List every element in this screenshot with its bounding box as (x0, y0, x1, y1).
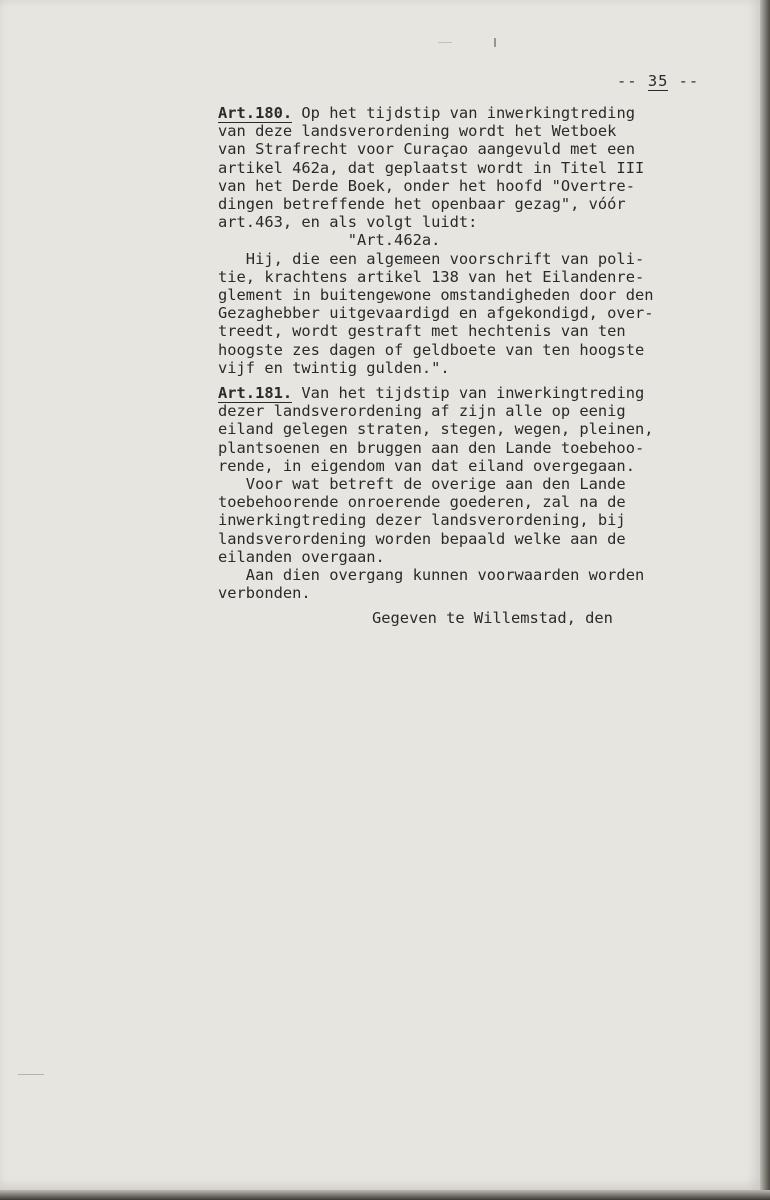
article-181-line: plantsoenen en bruggen aan den Lande toebehoo- (218, 438, 645, 457)
page-number: -- 35 -- (617, 72, 700, 90)
article-181-line: dezer landsverordening af zijn alle op eenig (218, 402, 626, 421)
article-180-label: Art.180. (218, 104, 293, 122)
article-180-line: artikel 462a, dat geplaatst wordt in Titel III (218, 158, 645, 177)
article-181-line: inwerkingtreding dezer landsverordening, bij (218, 511, 626, 530)
smudge-mark (438, 42, 452, 43)
article-180-line: van deze landsverordening wordt het Wetboek (218, 122, 617, 141)
article-180-line: "Art.462a. (218, 231, 441, 250)
article-181-first-line: Art.181. Van het tijdstip van inwerkingtreding (218, 384, 645, 402)
article-181-line: Voor wat betreft de overige aan den Lande (218, 475, 626, 494)
page-number-value: 35 (647, 72, 669, 90)
article-180-line: vijf en twintig gulden.". (218, 358, 450, 377)
article-181-line: toebehoorende onroerende goederen, zal na de (218, 493, 626, 512)
article-180-line: treedt, wordt gestraft met hechtenis van ten (218, 322, 626, 341)
article-181-line: landsverordening worden bepaald welke aan de (218, 529, 626, 548)
article-180-line: van het Derde Boek, onder het hoofd "Overtre- (218, 176, 635, 195)
article-180-line: Gezaghebber uitgevaardigd en afgekondigd, over- (218, 304, 654, 323)
article-180-line: Hij, die een algemeen voorschrift van poli- (218, 249, 645, 268)
article-180-line: art.463, en als volgt luidt: (218, 213, 478, 232)
article-180-line: hoogste zes dagen of geldboete van ten hoogste (218, 340, 645, 359)
article-181-line: eilanden overgaan. (218, 547, 385, 566)
article-180 (218, 104, 654, 377)
article-181-line: rende, in eigendom van dat eiland overgegaan. (218, 456, 635, 475)
article-181-line: Aan dien overgang kunnen voorwaarden worden (218, 566, 645, 585)
article-180-line: dingen betreffende het openbaar gezag", vóór (218, 195, 626, 214)
margin-mark (18, 1074, 44, 1075)
article-180-first-line: Art.180. Op het tijdstip van inwerkingtreding (218, 104, 635, 122)
page-edge-right (760, 0, 770, 1200)
article-181-line: eiland gelegen straten, stegen, wegen, pleinen, (218, 420, 654, 439)
article-180-line: glement in buitengewone omstandigheden door den (218, 286, 654, 305)
article-180-line: van Strafrecht voor Curaçao aangevuld met een (218, 140, 635, 159)
article-180-line: tie, krachtens artikel 138 van het Eilandenre- (218, 267, 645, 286)
smudge-mark (494, 38, 496, 47)
closing-line: Gegeven te Willemstad, den (372, 609, 613, 627)
page-edge-bottom (0, 1190, 770, 1200)
article-181 (218, 384, 654, 602)
article-181-line: verbonden. (218, 584, 311, 603)
article-181-label: Art.181. (218, 384, 293, 402)
